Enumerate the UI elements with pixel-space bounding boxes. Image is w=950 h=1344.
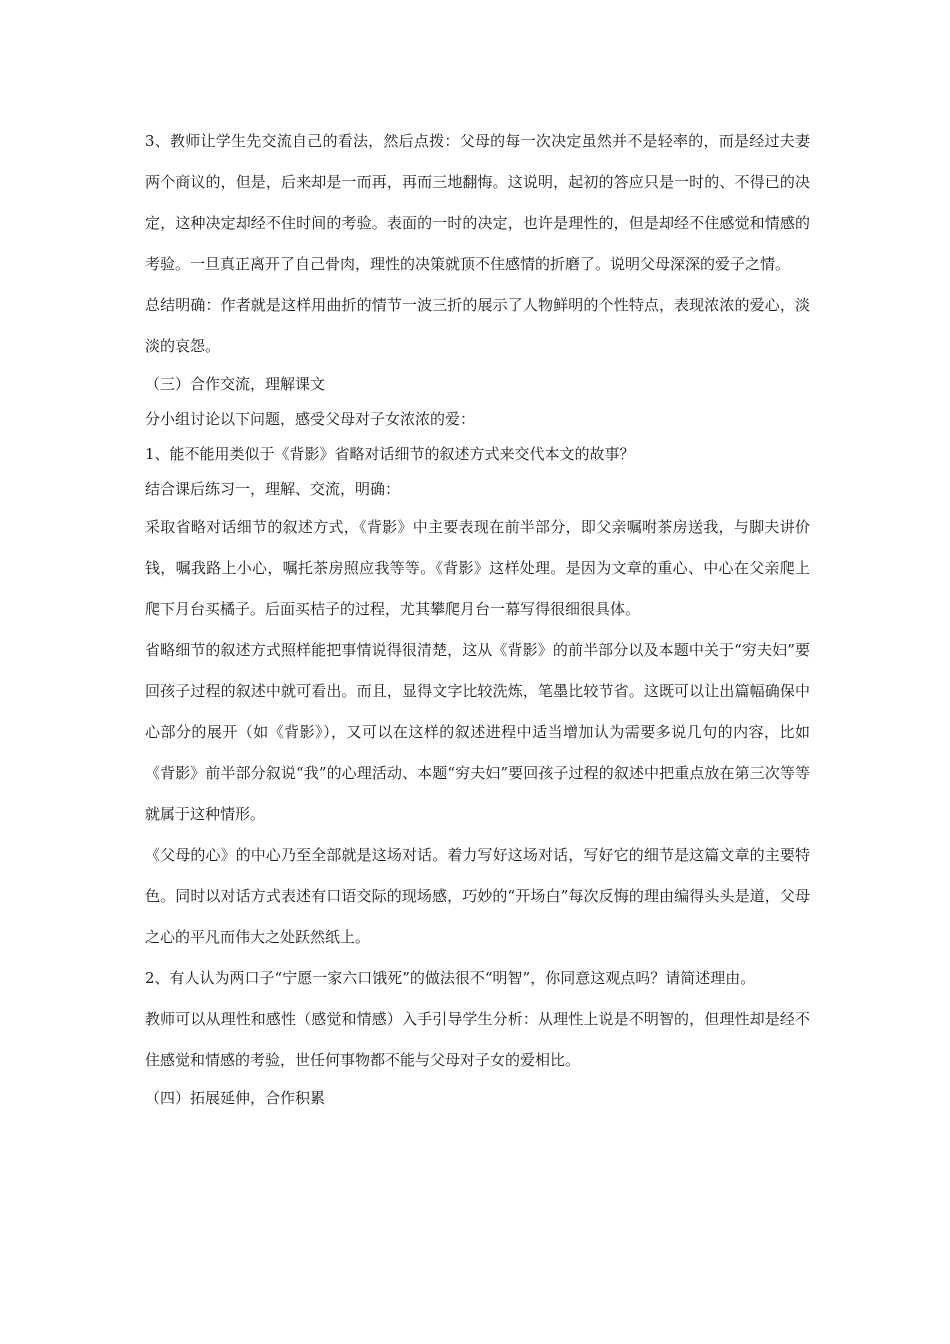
question-one: 1、能不能用类似于《背影》省略对话细节的叙述方式来交代本文的故事？: [145, 445, 635, 463]
paragraph-teacher-guidance: 3、教师让学生先交流自己的看法，然后点拨：父母的每一次决定虽然并不是轻率的，而是经过夫妻两个商议的，但是，后来却是一而再，再而三地翻悔。这说明，起初的答应只是一时的、不得已的决定，这种决定却经不住时间的考验。表面的一时的决定，也许是理性的，但是却经不住感觉和情感的考验。一旦真正离开了自己骨肉，理性的决策就顶不住感情的折磨了。说明父母深深的爱子之情。: [145, 132, 810, 273]
paragraph-answer-part-2: 省略细节的叙述方式照样能把事情说得很清楚，这从《背影》的前半部分以及本题中关于“穷夫妇”要回孩子过程的叙述中就可看出。而且，显得文字比较洗炼，笔墨比较节省。这既可以让出篇幅确保中心部分的展开（如《背影》），又可以在这样的叙述进程中适当增加认为需要多说几句的内容，比如《背影》前半部分叙说“我”的心理活动、本题“穷夫妇”要回孩子过程的叙述中把重点放在第三次等等就属于这种情形。: [145, 641, 810, 823]
paragraph-teacher-analysis: 教师可以从理性和感性（感觉和情感）入手引导学生分析：从理性上说是不明智的，但理性却是经不住感觉和情感的考验，世任何事物都不能与父母对子女的爱相比。: [145, 1010, 810, 1069]
paragraph-answer-part-3: 《父母的心》的中心乃至全部就是这场对话。着力写好这场对话，写好它的细节是这篇文章的主要特色。同时以对话方式表述有口语交际的现场感，巧妙的“开场白”每次反悔的理由编得头头是道，父母之心的平凡而伟大之处跃然纸上。: [145, 846, 810, 946]
paragraph-answer-part-1: 采取省略对话细节的叙述方式，《背影》中主要表现在前半部分，即父亲嘱咐茶房送我，与脚夫讲价钱，嘱我路上小心，嘱托茶房照应我等等。《背影》这样处理。是因为文章的重心、中心在父亲爬上爬下月台买橘子。后面买桔子的过程，尤其攀爬月台一幕写得很细很具体。: [145, 518, 810, 618]
paragraph-group-discussion: 分小组讨论以下问题，感受父母对子女浓浓的爱：: [145, 410, 476, 428]
paragraph-exercise-note: 结合课后练习一，理解、交流，明确：: [145, 480, 401, 498]
question-two: 2、有人认为两口子“宁愿一家六口饿死”的做法很不“明智”，你同意这观点吗？请简述理由。: [145, 969, 756, 987]
document-body: [145, 121, 810, 1116]
paragraph-summary: 总结明确：作者就是这样用曲折的情节一波三折的展示了人物鲜明的个性特点，表现浓浓的爱心，淡淡的哀怨。: [145, 296, 810, 355]
section-heading-cooperation: （三）合作交流，理解课文: [145, 375, 326, 393]
section-heading-extension: （四）拓展延伸，合作积累: [145, 1089, 326, 1107]
